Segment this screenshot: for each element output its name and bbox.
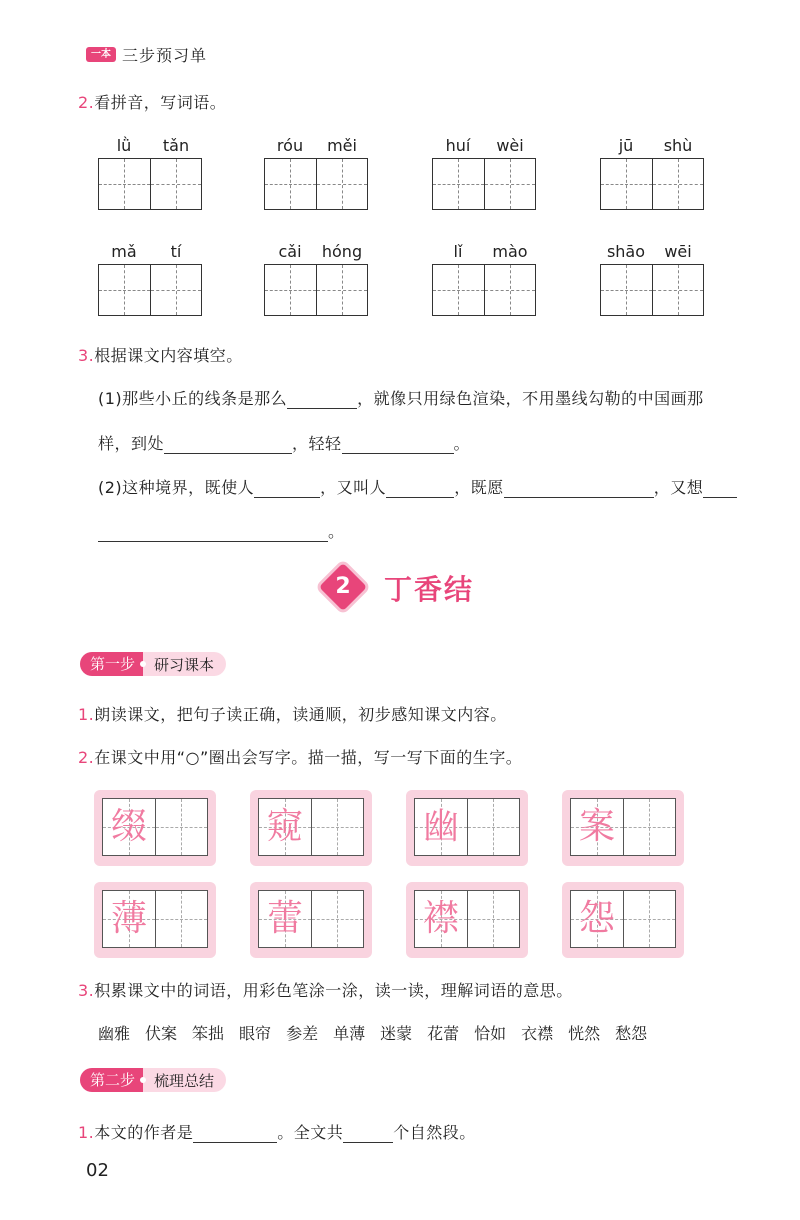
question-text: 根据课文内容填空。 bbox=[94, 346, 243, 365]
question-text: 看拼音，写词语。 bbox=[94, 93, 227, 112]
text-segment: ，轻轻 bbox=[292, 434, 342, 453]
writing-cell[interactable] bbox=[155, 799, 208, 855]
writing-grid[interactable] bbox=[432, 158, 536, 210]
pinyin-label bbox=[98, 242, 202, 262]
pinyin-syllable: shù bbox=[663, 136, 693, 155]
text-segment: 本文的作者是 bbox=[94, 1123, 194, 1142]
character-practice-box bbox=[562, 790, 684, 866]
pinyin-syllable: jū bbox=[618, 136, 634, 155]
text-segment: (1)那些小丘的线条是那么 bbox=[98, 389, 288, 408]
step-title: 梳理总结 bbox=[154, 1071, 215, 1090]
pinyin-syllable: tǎn bbox=[162, 136, 190, 155]
text-segment: ，又叫人 bbox=[320, 478, 387, 497]
pinyin-syllable: měi bbox=[327, 136, 357, 155]
writing-cell[interactable] bbox=[601, 159, 652, 209]
character-practice-box bbox=[250, 790, 372, 866]
pinyin-label bbox=[432, 136, 536, 156]
writing-cell[interactable] bbox=[571, 799, 623, 855]
vocabulary-word[interactable]: 恰如 bbox=[474, 1024, 507, 1043]
writing-grid[interactable] bbox=[258, 798, 364, 856]
writing-cell[interactable] bbox=[150, 265, 202, 315]
writing-cell[interactable] bbox=[265, 265, 316, 315]
step1-question-1 bbox=[78, 702, 507, 725]
text-segment: ，既愿 bbox=[454, 478, 504, 497]
vocabulary-word[interactable]: 愁怨 bbox=[615, 1024, 648, 1043]
answer-blank[interactable] bbox=[504, 479, 654, 498]
writing-cell[interactable] bbox=[155, 891, 208, 947]
writing-cell[interactable] bbox=[484, 159, 536, 209]
step-title: 研习课本 bbox=[154, 655, 215, 674]
vocabulary-word[interactable]: 伏案 bbox=[145, 1024, 178, 1043]
writing-cell[interactable] bbox=[652, 159, 704, 209]
fill-line-2 bbox=[98, 431, 470, 454]
writing-cell[interactable] bbox=[601, 265, 652, 315]
step1-question-2 bbox=[78, 745, 522, 768]
character-practice-box bbox=[94, 790, 216, 866]
writing-cell[interactable] bbox=[652, 265, 704, 315]
vocabulary-word[interactable]: 衣襟 bbox=[521, 1024, 554, 1043]
pinyin-label bbox=[98, 136, 202, 156]
writing-cell[interactable] bbox=[467, 799, 520, 855]
vocabulary-word[interactable]: 迷蒙 bbox=[380, 1024, 413, 1043]
text-segment: 。 bbox=[328, 522, 345, 541]
writing-cell[interactable] bbox=[311, 891, 364, 947]
writing-cell[interactable] bbox=[311, 799, 364, 855]
pinyin-syllable: cǎi bbox=[278, 242, 302, 261]
writing-cell[interactable] bbox=[433, 159, 484, 209]
question-text: 朗读课文，把句子读正确，读通顺，初步感知课文内容。 bbox=[94, 705, 507, 724]
writing-grid[interactable] bbox=[98, 158, 202, 210]
writing-cell[interactable] bbox=[623, 799, 676, 855]
fill-line-4 bbox=[98, 519, 345, 542]
pinyin-label bbox=[432, 242, 536, 262]
trace-character: 幽 bbox=[422, 806, 459, 847]
answer-blank[interactable] bbox=[386, 479, 454, 498]
question-3 bbox=[78, 343, 243, 366]
writing-cell[interactable] bbox=[265, 159, 316, 209]
pinyin-label bbox=[600, 242, 704, 262]
writing-grid[interactable] bbox=[264, 264, 368, 316]
answer-blank[interactable] bbox=[343, 1124, 393, 1143]
answer-blank[interactable] bbox=[254, 479, 320, 498]
answer-blank[interactable] bbox=[193, 1124, 277, 1143]
text-segment: 个自然段。 bbox=[393, 1123, 476, 1142]
text-segment: (2)这种境界，既使人 bbox=[98, 478, 255, 497]
pinyin-syllable: wēi bbox=[664, 242, 692, 261]
writing-cell[interactable] bbox=[259, 891, 311, 947]
writing-grid[interactable] bbox=[98, 264, 202, 316]
step-2-tag bbox=[80, 1068, 226, 1092]
writing-grid[interactable] bbox=[264, 158, 368, 210]
writing-cell[interactable] bbox=[316, 159, 368, 209]
lesson-title: 丁香结 bbox=[384, 573, 475, 606]
question-number: 2. bbox=[78, 93, 95, 112]
writing-cell[interactable] bbox=[433, 265, 484, 315]
vocabulary-word[interactable]: 笨拙 bbox=[192, 1024, 225, 1043]
pinyin-syllable: róu bbox=[276, 136, 304, 155]
writing-grid[interactable] bbox=[102, 890, 208, 948]
lesson-number: 2 bbox=[335, 574, 351, 599]
trace-character: 窥 bbox=[266, 806, 303, 847]
fill-line-1 bbox=[98, 386, 704, 409]
trace-character: 襟 bbox=[422, 898, 459, 939]
writing-grid[interactable] bbox=[414, 798, 520, 856]
header-title: 三步预习单 bbox=[122, 46, 208, 65]
vocabulary-list bbox=[98, 1021, 758, 1044]
vocabulary-word[interactable]: 幽雅 bbox=[98, 1024, 131, 1043]
character-practice-box bbox=[250, 882, 372, 958]
writing-grid[interactable] bbox=[258, 890, 364, 948]
text-segment: 。 bbox=[453, 434, 471, 453]
question-number: 3. bbox=[78, 346, 95, 365]
fill-line-3 bbox=[98, 475, 737, 498]
question-text: 在课文中用“○”圈出会写字。描一描，写一写下面的生字。 bbox=[94, 748, 523, 767]
character-practice-box bbox=[406, 790, 528, 866]
vocabulary-word[interactable]: 眼帘 bbox=[239, 1024, 272, 1043]
question-number: 1. bbox=[78, 1123, 95, 1142]
writing-cell[interactable] bbox=[415, 891, 467, 947]
character-practice-box bbox=[406, 882, 528, 958]
pinyin-syllable: mǎ bbox=[111, 242, 137, 261]
question-2 bbox=[78, 90, 226, 113]
pinyin-syllable: shāo bbox=[606, 242, 646, 261]
writing-grid[interactable] bbox=[570, 890, 676, 948]
text-segment: 样，到处 bbox=[98, 434, 165, 453]
step-1-tag bbox=[80, 652, 226, 676]
pinyin-syllable: wèi bbox=[496, 136, 524, 155]
header-badge: 一本 bbox=[86, 47, 116, 62]
trace-character: 薄 bbox=[110, 898, 147, 939]
character-practice-box bbox=[562, 882, 684, 958]
question-number: 1. bbox=[78, 705, 95, 724]
writing-grid[interactable] bbox=[102, 798, 208, 856]
answer-blank[interactable] bbox=[703, 479, 737, 498]
trace-character: 怨 bbox=[578, 898, 615, 939]
pinyin-syllable: hóng bbox=[321, 242, 363, 261]
bullet-dot-icon bbox=[140, 1077, 146, 1083]
writing-grid[interactable] bbox=[570, 798, 676, 856]
writing-cell[interactable] bbox=[623, 891, 676, 947]
bullet-dot-icon bbox=[140, 661, 146, 667]
trace-character: 蕾 bbox=[266, 898, 303, 939]
pinyin-syllable: huí bbox=[445, 136, 471, 155]
pinyin-label bbox=[264, 136, 368, 156]
answer-blank[interactable] bbox=[164, 435, 292, 454]
writing-cell[interactable] bbox=[99, 265, 150, 315]
writing-grid[interactable] bbox=[600, 158, 704, 210]
step-lead: 第一步 bbox=[80, 652, 143, 676]
writing-grid[interactable] bbox=[414, 890, 520, 948]
writing-cell[interactable] bbox=[150, 159, 202, 209]
writing-grid[interactable] bbox=[600, 264, 704, 316]
trace-character: 缀 bbox=[110, 806, 147, 847]
answer-blank[interactable] bbox=[98, 523, 328, 542]
vocabulary-word[interactable]: 恍然 bbox=[568, 1024, 601, 1043]
writing-cell[interactable] bbox=[316, 265, 368, 315]
writing-cell[interactable] bbox=[99, 159, 150, 209]
pinyin-syllable: lǐ bbox=[453, 242, 463, 261]
trace-character: 案 bbox=[578, 806, 615, 847]
character-practice-box bbox=[94, 882, 216, 958]
question-number: 3. bbox=[78, 981, 95, 1000]
text-segment: ，就像只用绿色渲染，不用墨线勾勒的中国画那 bbox=[357, 389, 704, 408]
pinyin-label bbox=[264, 242, 368, 262]
step1-question-3 bbox=[78, 978, 573, 1001]
vocabulary-word[interactable]: 单薄 bbox=[333, 1024, 366, 1043]
page-number: 02 bbox=[86, 1160, 109, 1181]
vocabulary-word[interactable]: 花蕾 bbox=[427, 1024, 460, 1043]
text-segment: 。全文共 bbox=[277, 1123, 344, 1142]
answer-blank[interactable] bbox=[287, 390, 357, 409]
writing-grid[interactable] bbox=[432, 264, 536, 316]
pinyin-syllable: lǜ bbox=[116, 136, 132, 155]
answer-blank[interactable] bbox=[342, 435, 454, 454]
pinyin-label bbox=[600, 136, 704, 156]
writing-cell[interactable] bbox=[103, 799, 155, 855]
pinyin-syllable: mào bbox=[492, 242, 528, 261]
vocabulary-word[interactable]: 参差 bbox=[286, 1024, 319, 1043]
writing-cell[interactable] bbox=[259, 799, 311, 855]
step-lead: 第二步 bbox=[80, 1068, 143, 1092]
question-text: 积累课文中的词语，用彩色笔涂一涂，读一读，理解词语的意思。 bbox=[94, 981, 573, 1000]
writing-cell[interactable] bbox=[467, 891, 520, 947]
writing-cell[interactable] bbox=[484, 265, 536, 315]
pinyin-syllable: tí bbox=[170, 242, 182, 261]
step2-question-1 bbox=[78, 1120, 476, 1143]
text-segment: ，又想 bbox=[653, 478, 704, 497]
question-number: 2. bbox=[78, 748, 95, 767]
writing-cell[interactable] bbox=[103, 891, 155, 947]
writing-cell[interactable] bbox=[415, 799, 467, 855]
writing-cell[interactable] bbox=[571, 891, 623, 947]
